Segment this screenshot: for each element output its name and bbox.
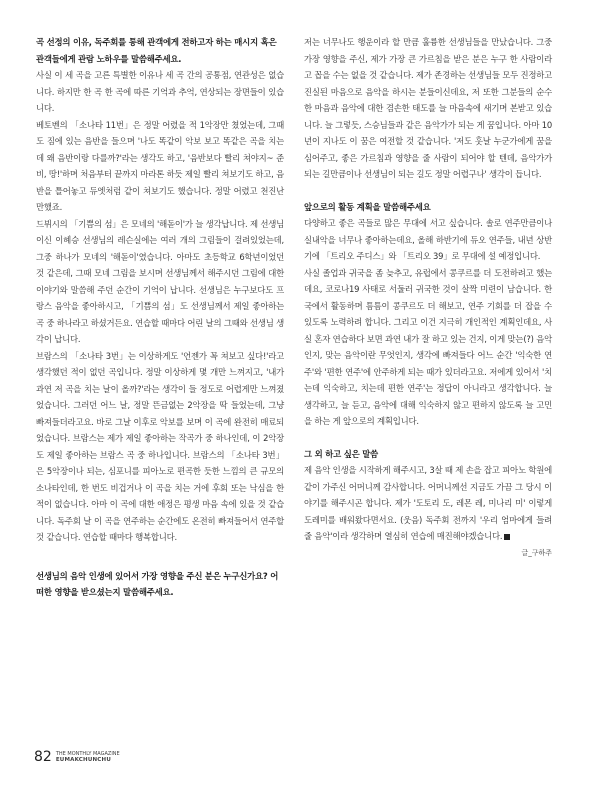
question-heading: 곡 선정의 이유, 독주회를 통해 관객에게 전하고자 하는 매시지 혹은 관객들에게 관람 노하우를 말씀해주세요.	[36, 37, 277, 64]
answer-paragraph	[304, 462, 552, 545]
question-heading: 선생님의 음악 인생에 있어서 가장 영향을 주신 분은 누구신가요? 어떠한 영향을 받으셨는지 말씀해주세요.	[36, 570, 279, 597]
answer-text: 제 음악 인생을 시작하게 해주시고, 3살 때 제 손을 잡고 피아노 학원에 같이 가주신 어머니께 감사합니다. 어머니께선 지금도 가끔 그 당시 이야기를 해주시곤 합니다. 제가 '도토리 도, 레몬 레, 미나리 미' 이렇게 도레미를 배워왔다면서요. (웃음) 독주회 전까지 '우리 엄마에게 들려줄 음악'이라 생각하며 열심히 연습에 매진해야겠습니다.	[304, 465, 552, 541]
page-footer	[34, 750, 120, 764]
magazine-title: EUMAKCHUNCHU	[55, 757, 112, 763]
question-heading: 그 외 하고 싶은 말씀	[304, 448, 378, 459]
answer-paragraph: 베토벤의 「소나타 11번」은 정말 어렸을 적 1악장만 쳤었는데, 그때도 짐에 있는 음반을 들으며 '나도 똑같이 악보 보고 똑같은 곡을 치는데 왜 음반이랑 다를까?'라는 생각도 하고, '음반보다 빨리 쳐야지~ 준비, 땅!'하며 처음부터 끝까지 마라톤 하듯 제일 빨리 쳐보기도 하고, 음반을 틀어놓고 듀엣처럼 같이 쳐보기도 했습니다. 정말 어렸고 천진난만했죠.	[36, 119, 284, 212]
answer-paragraph: 다양하고 좋은 곡들로 많은 무대에 서고 싶습니다. 솔로 연주만큼이나 실내악을 너무나 좋아하는데요, 올해 하반기에 듀오 연주들, 내년 상반기에 「트리오 주디스」와 「트리오 39」로 무대에 설 예정입니다.	[304, 218, 552, 261]
answer-paragraph: 사실 이 세 곡을 고른 특별한 이유나 세 곡 간의 공통점, 연관성은 없습니다. 하지만 한 곡 한 곡에 따른 기억과 추억, 연상되는 장면들이 있습니다.	[36, 70, 284, 113]
left-column	[36, 34, 284, 601]
magazine-name	[56, 751, 120, 764]
right-column	[304, 34, 552, 559]
magazine-tagline: THE MONTHLY MAGAZINE	[55, 751, 120, 757]
page-number: 82	[34, 749, 52, 765]
answer-paragraph: 브람스의 「소나타 3번」는 이상하게도 '언젠가 꼭 쳐보고 싶다!'라고 생각했던 적이 없던 곡입니다. 정말 이상하게 몇 개만 느껴지고, '내가 과연 저 곡을 치는 날이 올까?'라는 생각이 들 정도로 어렵게만 느껴졌었습니다. 그러던 어느 날, 정말 뜬금없는 2악장을 딱 들었는데, 그냥 빠져들더라고요. 바로 그날 이후로 악보를 보며 이 곡에 완전히 매료되었습니다. 브람스는 제가 제일 좋아하는 작곡가 중 하나인데, 이 2악장도 제일 좋아하는 브람스 곡 중 하나입니다. 브람스의 「소나타 3번」은 5악장이나 되는, 심포니를 피아노로 편곡한 듯한 느낌의 큰 규모의 소나타인데, 한 번도 비겁거나 이 곡을 치는 거에 후회 또는 낙심을 한 적이 없습니다. 아마 이 곡에 대한 애정은 평생 마음 속에 있을 것 같습니다. 독주회 날 이 곡을 연주하는 순간에도 온전히 빠져들어서 연주할 것 같습니다. 연습할 때마다 행복합니다.	[36, 350, 284, 542]
answer-paragraph: 사실 졸업과 귀국을 좀 늦추고, 유럽에서 콩쿠르를 더 도전하려고 했는데요, 코로나19 사태로 서둘러 귀국한 것이 살짝 미련이 남습니다. 한국에서 활동하며 틈틈이 콩쿠르도 더 해보고, 연주 기회를 더 잡을 수 있도록 노력하려 합니다. 그리고 이건 지극히 개인적인 계획인데요, 사실 혼자 연습하다 보면 과연 내가 잘 하고 있는 건지, 이게 맞는(?) 음악인지, 맞는 음악이란 무엇인지, 생각에 빠져들다 어느 순간 '익숙한 연주'와 '편한 연주'에 안주하게 되는 때가 있더라고요. 저에게 있어서 '치는데 익숙하고, 치는데 편한 연주'는 정답이 아니라고 생각합니다. 늘 생각하고, 늘 듣고, 음악에 대해 익숙하지 않고 편하지 않도록 늘 고민을 하는 게 앞으로의 계획입니다.	[304, 267, 552, 426]
answer-paragraph: 저는 너무나도 행운이라 할 만큼 훌륭한 선생님들을 만났습니다. 그중 가장 영향을 주신, 제가 가장 큰 가르침을 받은 분은 누구 한 사람이라고 꼽을 수는 없을 것 같습니다. 제가 존경하는 선생님들 모두 진정하고 진실된 마음으로 음악을 하시는 분들이신데요, 저 또한 그분들의 순수한 마음과 음악에 대한 겸손한 태도를 늘 마음속에 새기며 본받고 있습니다. 늘 그렇듯, 스승님들과 같은 음악가가 되는 게 꿈입니다. 아마 10년이 지나도 이 꿈은 여전할 것 같습니다. '저도 훗날 누군가에게 꿈을 심어주고, 좋은 가르침과 영향을 줄 사람이 되어야 할 텐데, 음악가가 되는 길만큼이나 선생님이 되는 길도 정말 어렵구나' 생각이 듭니다.	[304, 37, 553, 179]
answer-paragraph: 드뷔시의 「기쁨의 섬」은 모네의 '해돋이'가 늘 생각납니다. 제 선생님이신 이혜승 선생님의 레슨실에는 여러 개의 그림들이 걸려있었는데, 그중 하나가 모네의 '해돋이'였습니다. 아마도 초등학교 6학년이었던 것 같은데, 그때 모네 그림을 보시며 선생님께서 해주시던 그림에 대한 이야기와 말씀해 주던 순간이 기억이 납니다. 선생님은 누구보다도 프랑스 음악을 좋아하시고, 「기쁨의 섬」도 선생님께서 제일 좋아하는 곡 중 하나라고 하셨거든요. 연습할 때마다 어린 날의 그때와 선생님 생각이 납니다.	[36, 218, 285, 344]
author-signature: 글_구하주	[521, 548, 552, 557]
question-heading: 앞으로의 활동 계획을 말씀해주세요	[304, 201, 431, 212]
end-mark-icon	[504, 534, 510, 540]
